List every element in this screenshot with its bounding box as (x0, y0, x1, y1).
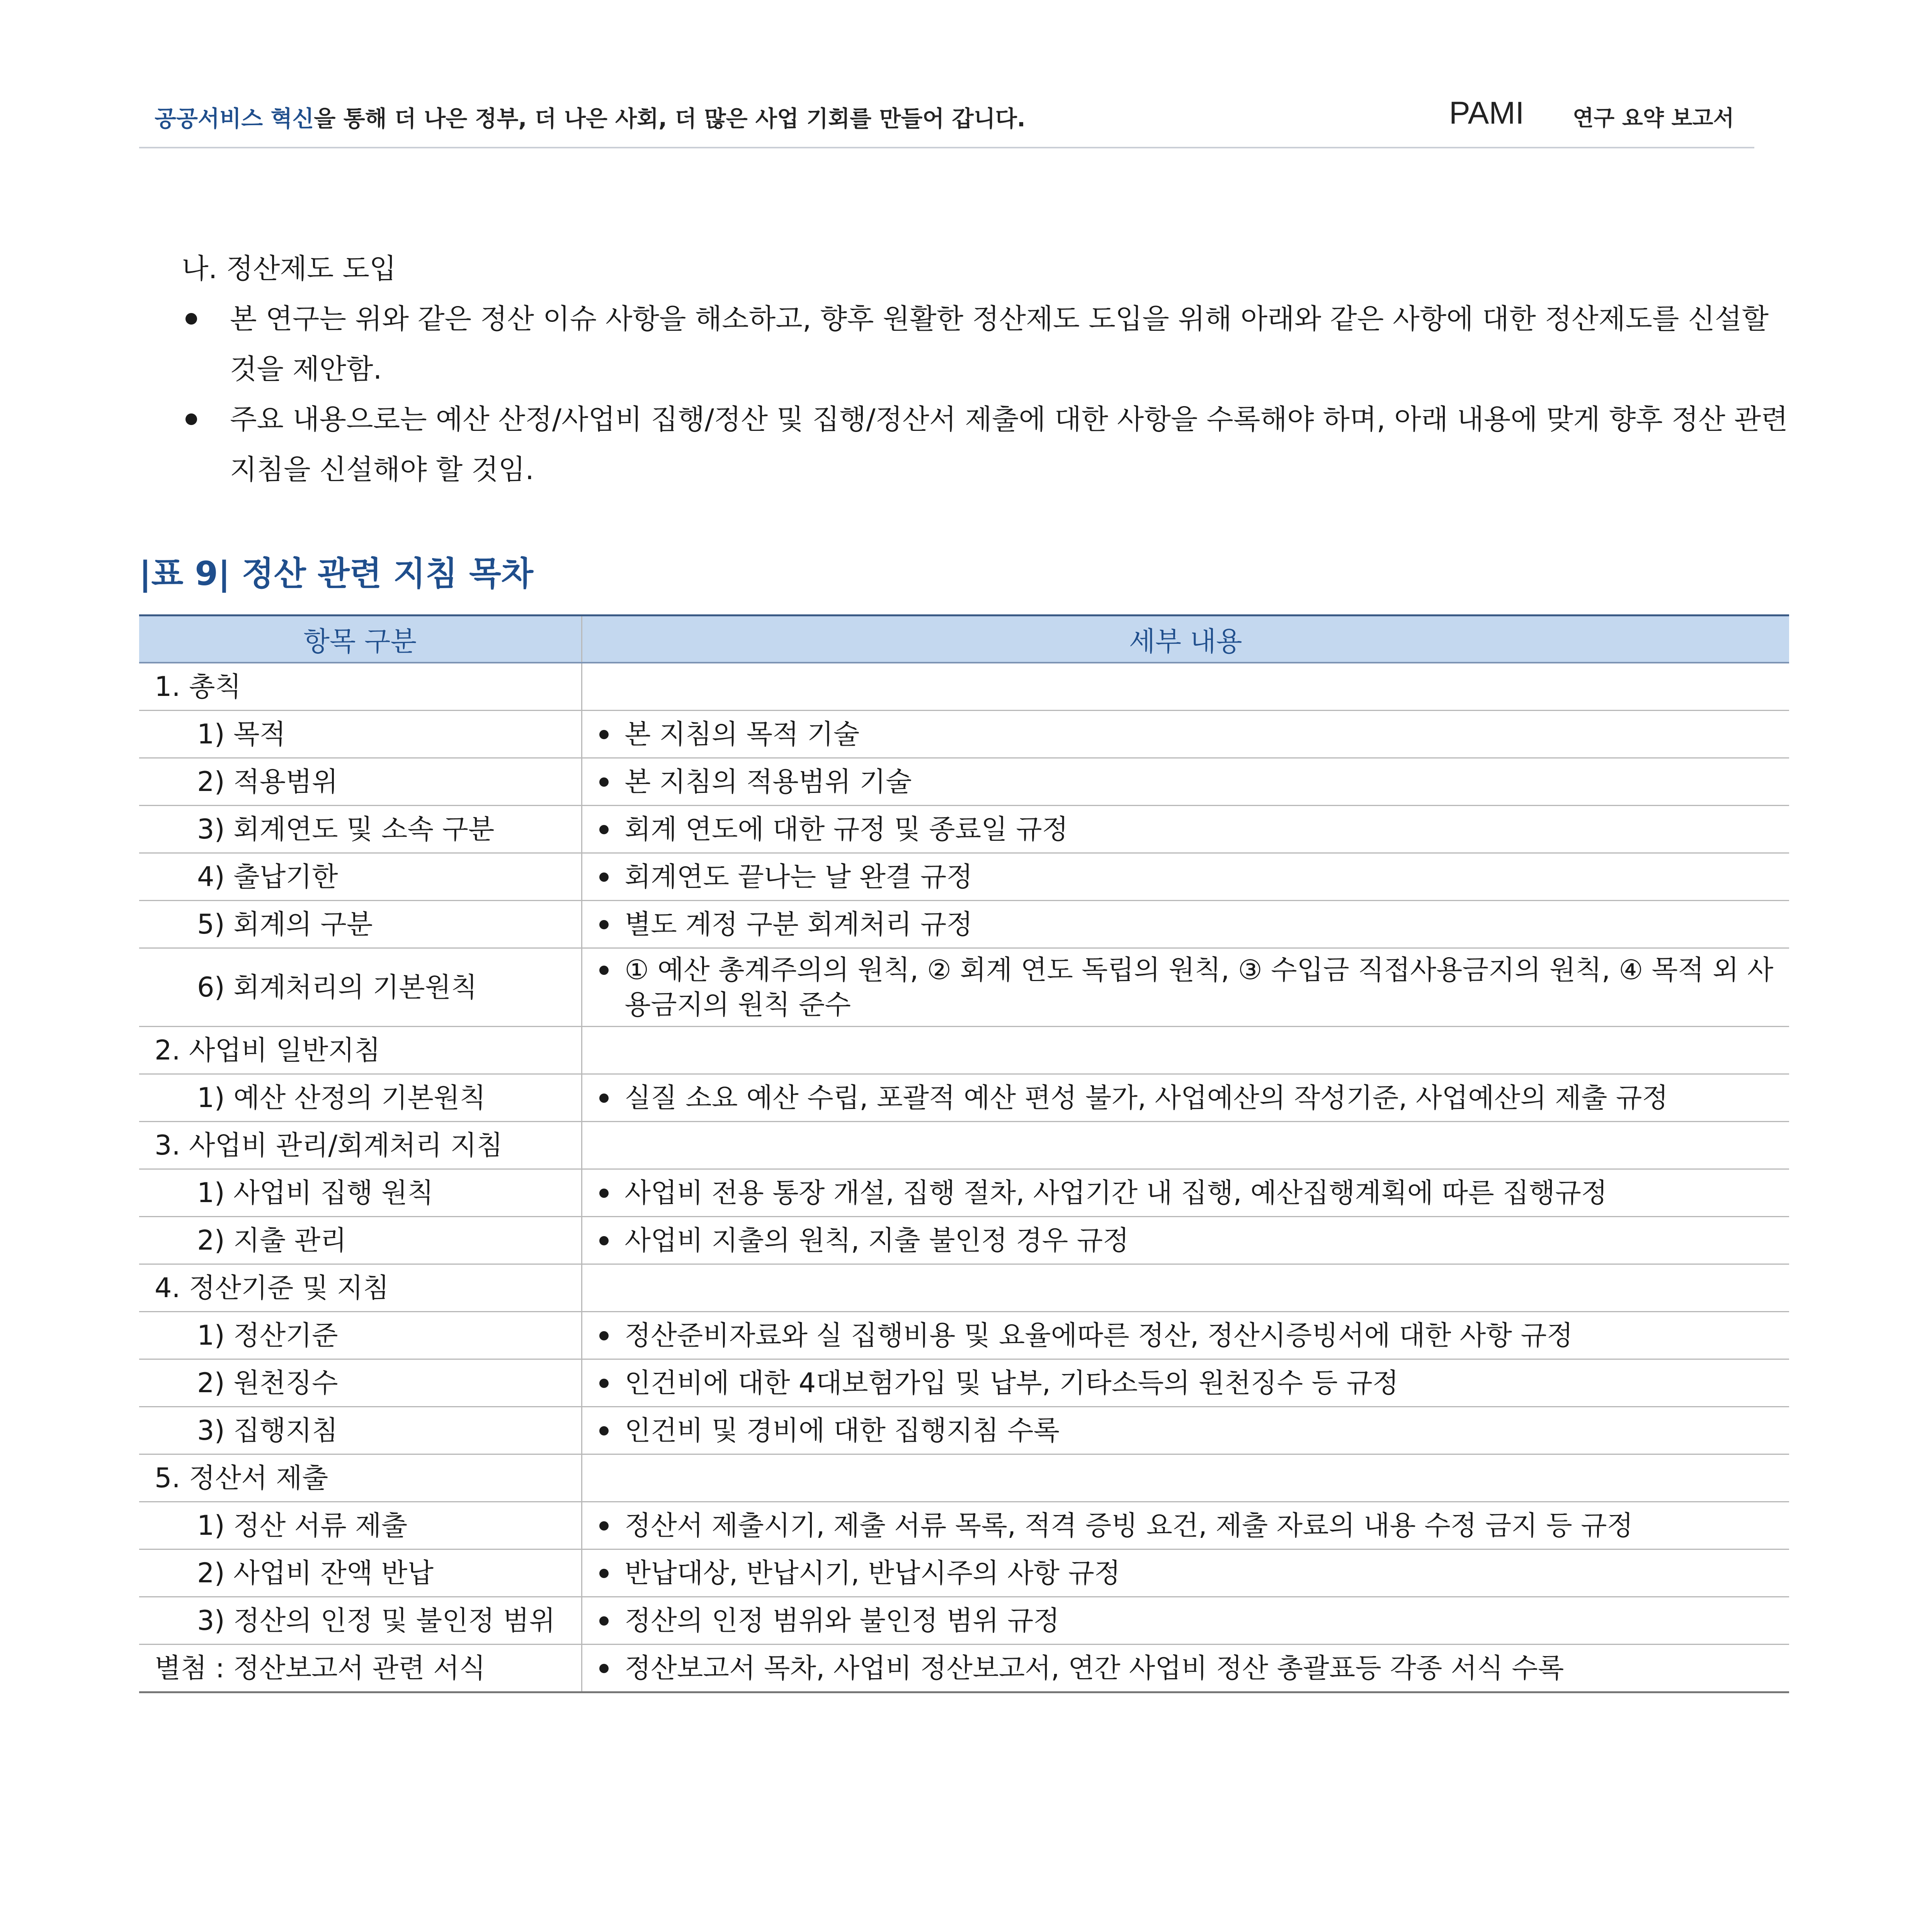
detail-item (590, 1508, 1782, 1543)
bullet-icon (599, 1664, 609, 1673)
detail-text: 정산서 제출시기, 제출 서류 목록, 적격 증빙 요건, 제출 자료의 내용 수정 금지 등 규정 (624, 1510, 1633, 1541)
table-header-row (139, 616, 1789, 663)
bullet-icon (185, 313, 197, 325)
tagline-highlight: 공공서비스 혁신 (155, 105, 314, 132)
bullet-icon (599, 872, 609, 882)
bullet-text: 본 연구는 위와 같은 정산 이슈 사항을 해소하고, 향후 원활한 정산제도 도입을 위해 아래와 같은 사항에 대한 정산제도를 신설할 것을 제안함. (230, 303, 1769, 385)
detail-item (590, 907, 1782, 942)
item-cell: 5. 정산서 제출 (139, 1454, 582, 1502)
tagline-rest: 을 통해 더 나은 정부, 더 나은 사회, 더 많은 사업 기회를 만들어 갑니다. (314, 105, 1026, 132)
table-row (139, 853, 1789, 901)
table-row (139, 806, 1789, 853)
item-cell: 6) 회계처리의 기본원칙 (139, 948, 582, 1027)
item-cell: 3) 집행지침 (139, 1407, 582, 1454)
detail-cell (582, 663, 1789, 711)
bullet-text: 주요 내용으로는 예산 산정/사업비 집행/정산 및 집행/정산서 제출에 대한 사항을 수록해야 하며, 아래 내용에 맞게 향후 정산 관련 지침을 신설해야 할 것임. (230, 403, 1788, 486)
detail-item (590, 717, 1782, 752)
detail-item (590, 812, 1782, 847)
page-header (139, 89, 1754, 148)
detail-cell (582, 853, 1789, 901)
table-row (139, 1217, 1789, 1264)
detail-item (590, 859, 1782, 894)
detail-text: 실질 소요 예산 수립, 포괄적 예산 편성 불가, 사업예산의 작성기준, 사업예산의 제출 규정 (624, 1082, 1668, 1114)
detail-cell (582, 1645, 1789, 1692)
detail-item (590, 1413, 1782, 1448)
table-row (139, 1074, 1789, 1122)
column-header-item: 항목 구분 (139, 616, 582, 663)
item-cell: 2) 적용범위 (139, 758, 582, 806)
detail-cell (582, 901, 1789, 948)
detail-text: 사업비 전용 통장 개설, 집행 절차, 사업기간 내 집행, 예산집행계획에 따른 집행규정 (624, 1177, 1607, 1209)
item-cell: 2) 지출 관리 (139, 1217, 582, 1264)
table-row (139, 1359, 1789, 1407)
bullet-icon (599, 1379, 609, 1388)
bullet-icon (599, 1331, 609, 1340)
detail-text: 회계 연도에 대한 규정 및 종료일 규정 (624, 813, 1068, 845)
bullet-icon (185, 413, 197, 425)
detail-cell (582, 806, 1789, 853)
table-row (139, 1549, 1789, 1597)
table-caption: |표 9| 정산 관련 지침 목차 (139, 554, 534, 593)
detail-cell (582, 1359, 1789, 1407)
item-cell: 5) 회계의 구분 (139, 901, 582, 948)
detail-text: ① 예산 총계주의의 원칙, ② 회계 연도 독립의 원칙, ③ 수입금 직접사용금지의 원칙, ④ 목적 외 사용금지의 원칙 준수 (624, 954, 1774, 1020)
column-header-detail: 세부 내용 (582, 616, 1789, 663)
guideline-toc-table (139, 614, 1789, 1693)
item-cell: 4) 출납기한 (139, 853, 582, 901)
detail-item (590, 1556, 1782, 1590)
table-row (139, 1407, 1789, 1454)
table-row (139, 758, 1789, 806)
header-brand: PAMI (1449, 95, 1524, 131)
detail-cell (582, 1502, 1789, 1549)
detail-text: 별도 계정 구분 회계처리 규정 (624, 908, 973, 940)
detail-cell (582, 948, 1789, 1027)
item-cell: 1) 정산 서류 제출 (139, 1502, 582, 1549)
detail-text: 정산보고서 목차, 사업비 정산보고서, 연간 사업비 정산 총괄표등 각종 서식 수록 (624, 1652, 1564, 1684)
detail-cell (582, 1217, 1789, 1264)
detail-cell (582, 1312, 1789, 1359)
item-cell: 1) 정산기준 (139, 1312, 582, 1359)
table-row (139, 948, 1789, 1027)
section-body (182, 243, 1797, 495)
detail-item (590, 1223, 1782, 1258)
detail-text: 본 지침의 목적 기술 (624, 718, 860, 750)
table-row (139, 1264, 1789, 1312)
detail-text: 정산의 인정 범위와 불인정 범위 규정 (624, 1605, 1060, 1636)
detail-cell (582, 758, 1789, 806)
item-cell: 2) 원천징수 (139, 1359, 582, 1407)
table-row (139, 1027, 1789, 1074)
table-row (139, 1645, 1789, 1692)
item-cell: 3) 정산의 인정 및 불인정 범위 (139, 1597, 582, 1645)
detail-cell (582, 1074, 1789, 1122)
table-row (139, 1312, 1789, 1359)
item-cell: 2) 사업비 잔액 반납 (139, 1549, 582, 1597)
detail-cell (582, 1264, 1789, 1312)
detail-text: 회계연도 끝나는 날 완결 규정 (624, 861, 973, 893)
bullet-icon (599, 825, 609, 834)
detail-item (590, 1318, 1782, 1353)
bullet-icon (599, 1521, 609, 1531)
detail-cell (582, 1122, 1789, 1169)
detail-cell (582, 1597, 1789, 1645)
bullet-icon (599, 966, 609, 975)
bullet-icon (599, 1426, 609, 1435)
item-cell: 1) 목적 (139, 711, 582, 758)
detail-item (590, 1603, 1782, 1638)
detail-cell (582, 1549, 1789, 1597)
detail-item (590, 952, 1782, 1022)
item-cell: 3. 사업비 관리/회계처리 지침 (139, 1122, 582, 1169)
bullet-icon (599, 1094, 609, 1103)
header-tagline (155, 100, 1026, 133)
table-row (139, 1169, 1789, 1217)
table-row (139, 1597, 1789, 1645)
item-cell: 4. 정산기준 및 지침 (139, 1264, 582, 1312)
detail-cell (582, 711, 1789, 758)
item-cell: 1) 예산 산정의 기본원칙 (139, 1074, 582, 1122)
bullet-item (182, 294, 1797, 394)
detail-cell (582, 1454, 1789, 1502)
bullet-icon (599, 1569, 609, 1578)
section-heading: 나. 정산제도 도입 (182, 252, 396, 285)
table-row (139, 711, 1789, 758)
detail-cell (582, 1169, 1789, 1217)
bullet-icon (599, 730, 609, 739)
detail-item (590, 1080, 1782, 1115)
item-cell: 3) 회계연도 및 소속 구분 (139, 806, 582, 853)
table-row (139, 1502, 1789, 1549)
bullet-item (182, 394, 1797, 495)
detail-item (590, 1366, 1782, 1400)
detail-cell (582, 1027, 1789, 1074)
detail-item (590, 1175, 1782, 1210)
bullet-icon (599, 1616, 609, 1626)
table-row (139, 1122, 1789, 1169)
bullet-icon (599, 1189, 609, 1198)
item-cell: 1) 사업비 집행 원칙 (139, 1169, 582, 1217)
detail-item (590, 1651, 1782, 1685)
item-cell: 1. 총칙 (139, 663, 582, 711)
item-cell: 2. 사업비 일반지침 (139, 1027, 582, 1074)
bullet-icon (599, 920, 609, 929)
detail-text: 사업비 지출의 원칙, 지출 불인정 경우 규정 (624, 1225, 1129, 1256)
bullet-icon (599, 777, 609, 787)
detail-text: 인건비에 대한 4대보험가입 및 납부, 기타소득의 원천징수 등 규정 (624, 1367, 1399, 1399)
detail-cell (582, 1407, 1789, 1454)
detail-text: 정산준비자료와 실 집행비용 및 요율에따른 정산, 정산시증빙서에 대한 사항 규정 (624, 1320, 1573, 1351)
table-row (139, 663, 1789, 711)
detail-text: 반납대상, 반납시기, 반납시주의 사항 규정 (624, 1557, 1121, 1589)
table-row (139, 1454, 1789, 1502)
bullet-icon (599, 1236, 609, 1245)
detail-text: 인건비 및 경비에 대한 집행지침 수록 (624, 1415, 1060, 1446)
detail-text: 본 지침의 적용범위 기술 (624, 766, 912, 798)
item-cell: 별첨 : 정산보고서 관련 서식 (139, 1645, 582, 1692)
header-report-type: 연구 요약 보고서 (1573, 106, 1734, 131)
table-row (139, 901, 1789, 948)
detail-item (590, 764, 1782, 799)
